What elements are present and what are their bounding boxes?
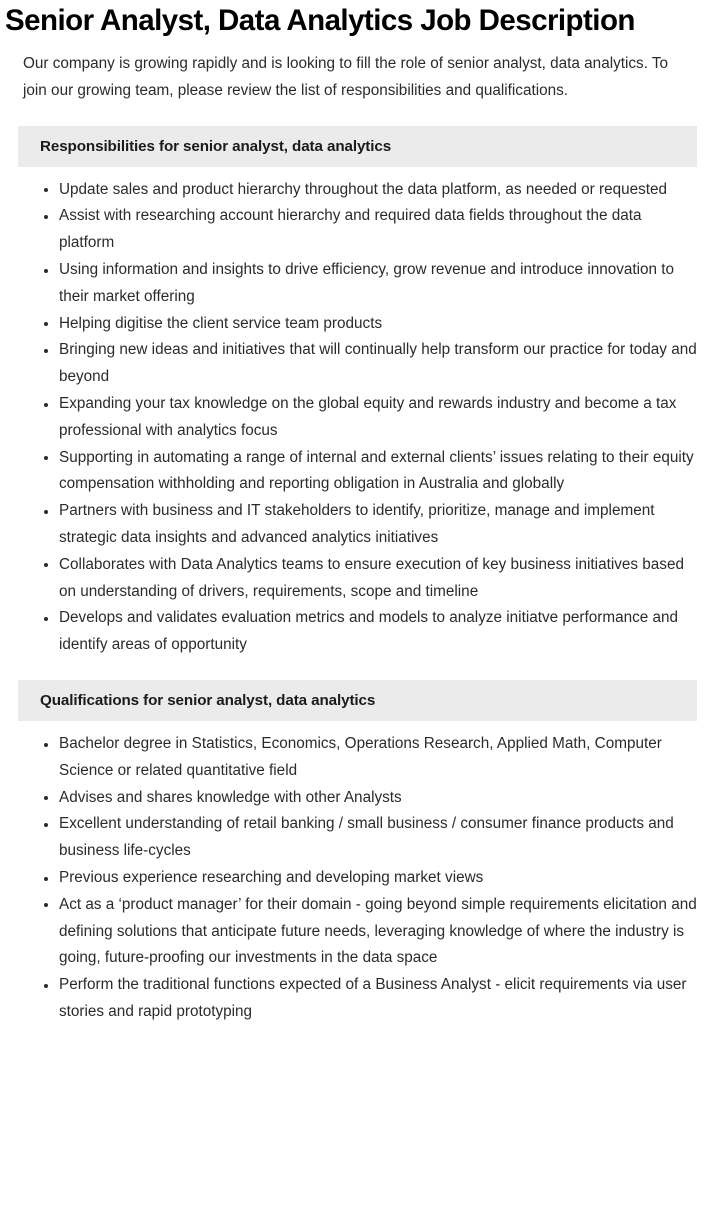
page-bottom-spacer [0, 1026, 720, 1042]
responsibilities-list [0, 167, 720, 659]
section-responsibilities [0, 126, 720, 659]
section-header-band-qualifications [18, 680, 697, 721]
list-item: Bringing new ideas and initiatives that will continually help transform our practice for today and beyond [44, 337, 698, 391]
section-heading-responsibilities: Responsibilities for senior analyst, data analytics [40, 137, 392, 155]
list-item: Perform the traditional functions expected of a Business Analyst - elicit requirements via user stories and rapid prototyping [44, 972, 698, 1026]
list-item: Bachelor degree in Statistics, Economics, Operations Research, Applied Math, Computer Science or related quantitative field [44, 731, 698, 785]
qualifications-list [0, 721, 720, 1026]
list-item: Collaborates with Data Analytics teams to ensure execution of key business initiatives based on understanding of drivers, requirements, scope and timeline [44, 552, 698, 606]
intro-paragraph: Our company is growing rapidly and is looking to fill the role of senior analyst, data analytics. To join our growing team, please review the list of responsibilities and qualifications. [23, 55, 669, 99]
list-item: Excellent understanding of retail banking / small business / consumer finance products and business life-cycles [44, 811, 698, 865]
list-item: Expanding your tax knowledge on the global equity and rewards industry and become a tax professional with analytics focus [44, 391, 698, 445]
list-item: Develops and validates evaluation metrics and models to analyze initiatve performance and identify areas of opportunity [44, 605, 698, 659]
section-heading-qualifications: Qualifications for senior analyst, data analytics [40, 691, 376, 709]
list-item: Using information and insights to drive efficiency, grow revenue and introduce innovation to their market offering [44, 257, 698, 311]
section-qualifications [0, 680, 720, 1026]
list-item: Partners with business and IT stakeholders to identify, prioritize, manage and implement strategic data insights and advanced analytics initiatives [44, 498, 698, 552]
list-item: Act as a ‘product manager’ for their domain - going beyond simple requirements elicitation and defining solutions that anticipate future needs, leveraging knowledge of where the industry is going, future-proofing our investments in the data space [44, 892, 698, 972]
list-item: Assist with researching account hierarchy and required data fields throughout the data platform [44, 203, 698, 257]
section-header-band-responsibilities [18, 126, 697, 167]
page-title: Senior Analyst, Data Analytics Job Description [5, 4, 635, 37]
list-item: Update sales and product hierarchy throughout the data platform, as needed or requested [44, 177, 698, 204]
list-item: Helping digitise the client service team products [44, 311, 698, 338]
list-item: Previous experience researching and developing market views [44, 865, 698, 892]
list-item: Supporting in automating a range of internal and external clients’ issues relating to their equity compensation withholding and reporting obligation in Australia and globally [44, 445, 698, 499]
list-item: Advises and shares knowledge with other Analysts [44, 785, 698, 812]
